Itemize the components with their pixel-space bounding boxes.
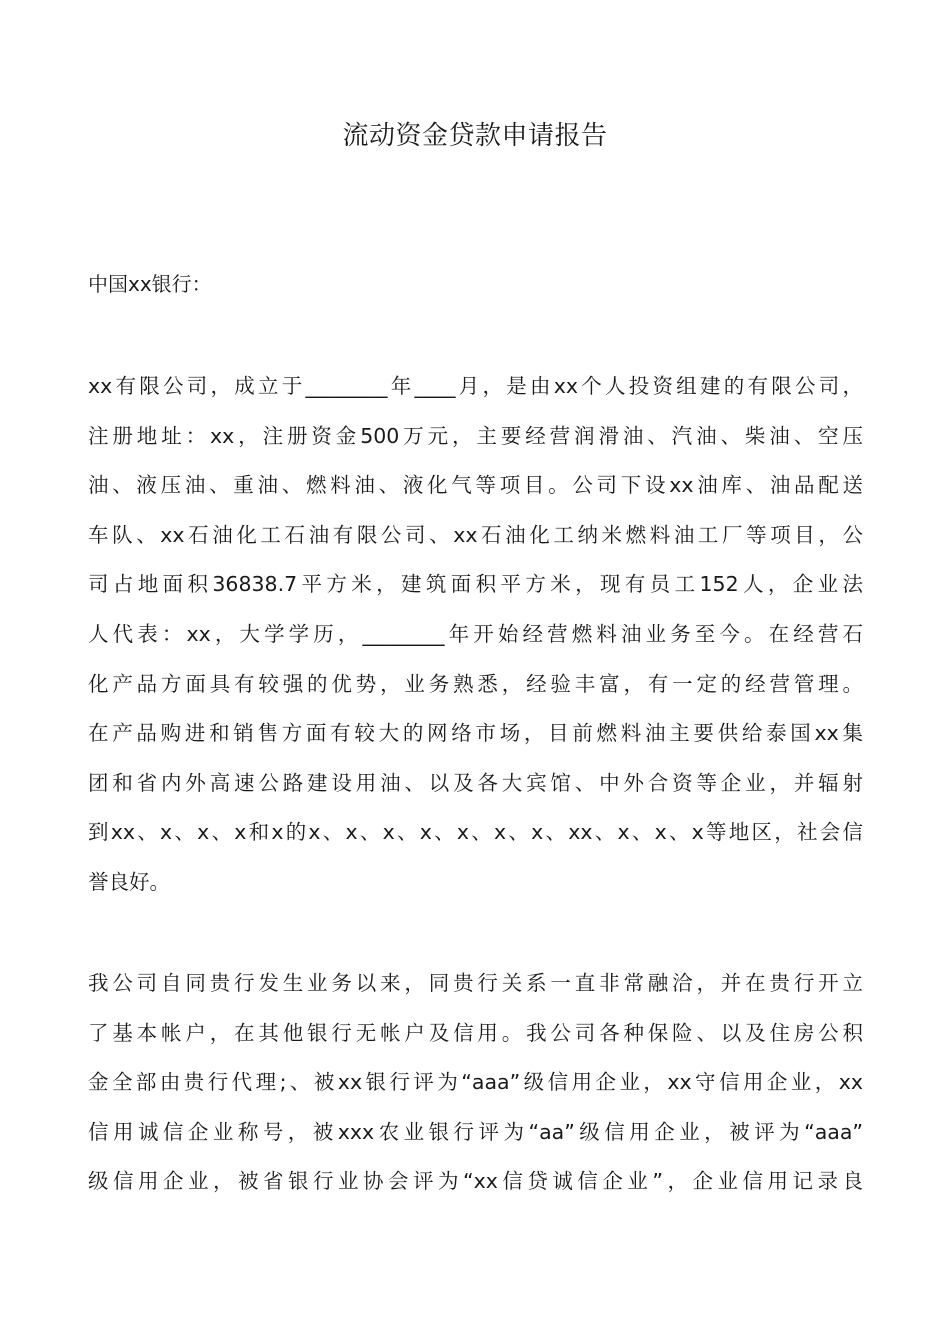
paragraph-line: 我公司自同贵行发生业务以来，同贵行关系一直非常融洽，并在贵行开立 xyxy=(88,971,863,995)
paragraph-bank-relationship xyxy=(88,959,863,1207)
paragraph-line: 了基本帐户，在其他银行无帐户及信用。我公司各种保险、以及住房公积 xyxy=(88,1020,863,1045)
paragraph-line: 级信用企业，被省银行业协会评为“xx信贷诚信企业”，企业信用记录良 xyxy=(88,1169,863,1194)
paragraph-line: 在产品购进和销售方面有较大的网络市场，目前燃料油主要供给泰国xx集 xyxy=(88,721,863,746)
paragraph-line: 誉良好。 xyxy=(88,869,170,894)
document-title: 流动资金贷款申请报告 xyxy=(342,121,608,151)
paragraph-line: 到xx、x、x、x和x的x、x、x、x、x、x、x、xx、x、x、x等地区，社会信 xyxy=(88,820,863,845)
paragraph-line: 信用诚信企业称号，被xxx农业银行评为“aa”级信用企业，被评为“aaa” xyxy=(88,1119,863,1144)
paragraph-line: 油、液压油、重油、燃料油、液化气等项目。公司下设xx油库、油品配送 xyxy=(88,473,863,498)
paragraph-line: 金全部由贵行代理;、被xx银行评为“aaa”级信用企业，xx守信用企业，xx xyxy=(88,1070,863,1095)
paragraph-line: 化产品方面具有较强的优势，业务熟悉，经验丰富，有一定的经营管理。 xyxy=(88,671,863,696)
salutation: 中国xx银行： xyxy=(88,272,212,296)
paragraph-line: 车队、xx石油化工石油有限公司、xx石油化工纳米燃料油工厂等项目，公 xyxy=(88,522,863,547)
paragraph-line: xx有限公司，成立于________年____月，是由xx个人投资组建的有限公司， xyxy=(88,374,863,398)
paragraph-line: 团和省内外高速公路建设用油、以及各大宾馆、中外合资等企业，并辐射 xyxy=(88,770,863,795)
paragraph-company-intro xyxy=(88,362,863,908)
paragraph-line: 司占地面积36838.7平方米，建筑面积平方米，现有员工152人，企业法 xyxy=(88,572,863,597)
paragraph-line: 人代表：xx，大学学历，________年开始经营燃料油业务至今。在经营石 xyxy=(88,621,863,646)
paragraph-line: 注册地址：xx，注册资金500万元，主要经营润滑油、汽油、柴油、空压 xyxy=(88,423,863,448)
